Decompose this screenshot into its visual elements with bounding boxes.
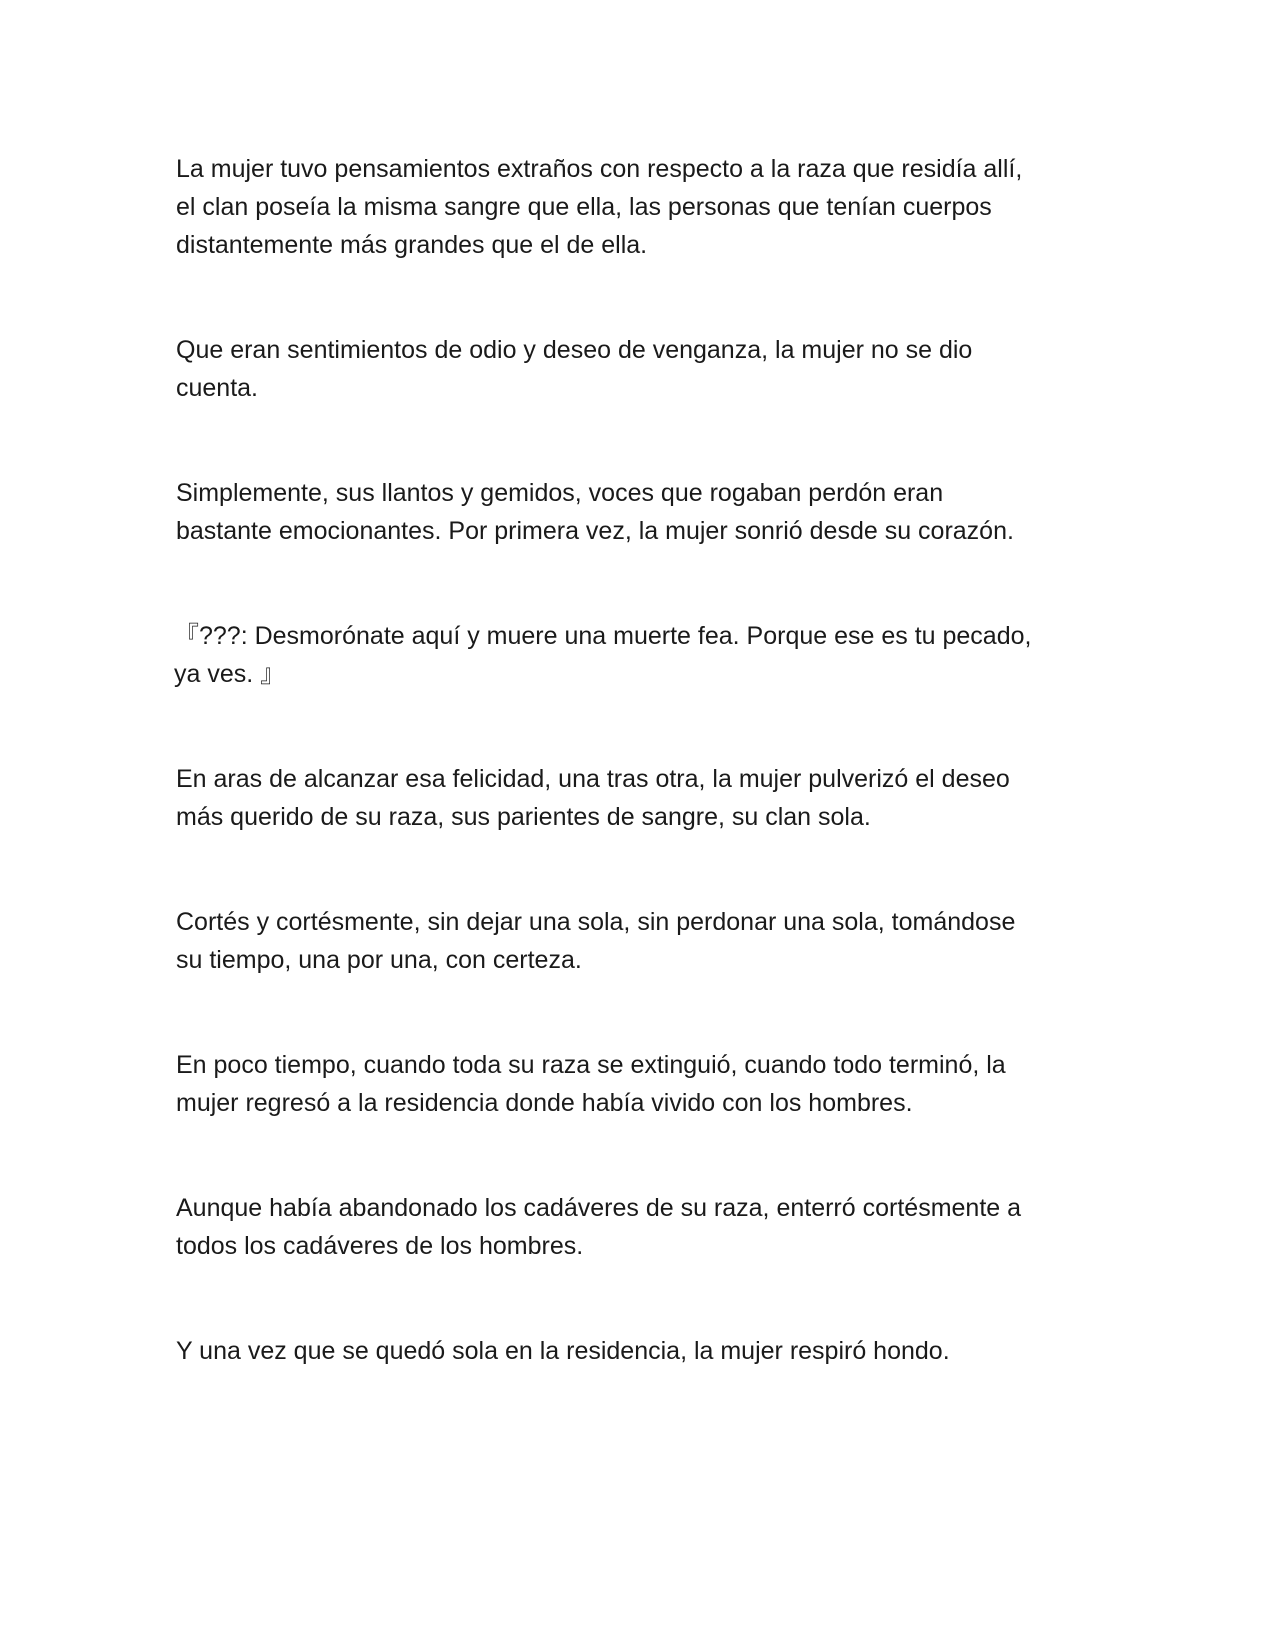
paragraph-6: Cortés y cortésmente, sin dejar una sola, sin perdonar una sola, tomándose su tiempo, una por una, con certeza. [176,908,1016,974]
paragraph-8: Aunque había abandonado los cadáveres de su raza, enterró cortésmente a todos los cadáveres de los hombres. [176,1194,1022,1260]
paragraph-1: La mujer tuvo pensamientos extraños con respecto a la raza que residía allí, el clan poseía la misma sangre que ella, las personas que tenían cuerpos distantemente más grandes que el de ella. [176,155,1023,259]
paragraph-2: Que eran sentimientos de odio y deseo de venganza, la mujer no se dio cuenta. [176,336,973,402]
paragraph-5: En aras de alcanzar esa felicidad, una tras otra, la mujer pulverizó el deseo más querido de su raza, sus parientes de sangre, su clan sola. [176,765,1010,831]
paragraph-9: Y una vez que se quedó sola en la residencia, la mujer respiró hondo. [176,1337,950,1365]
paragraph-7: En poco tiempo, cuando toda su raza se extinguió, cuando todo terminó, la mujer regresó a la residencia donde había vivido con los hombres. [176,1051,1006,1117]
body-text [176,150,1096,1437]
paragraph-3: Simplemente, sus llantos y gemidos, voces que rogaban perdón eran bastante emocionantes. Por primera vez, la mujer sonrió desde su corazón. [176,479,1014,545]
dialogue-quote: 『???: Desmorónate aquí y muere una muerte fea. Porque ese es tu pecado, ya ves. 』 [174,622,1032,688]
